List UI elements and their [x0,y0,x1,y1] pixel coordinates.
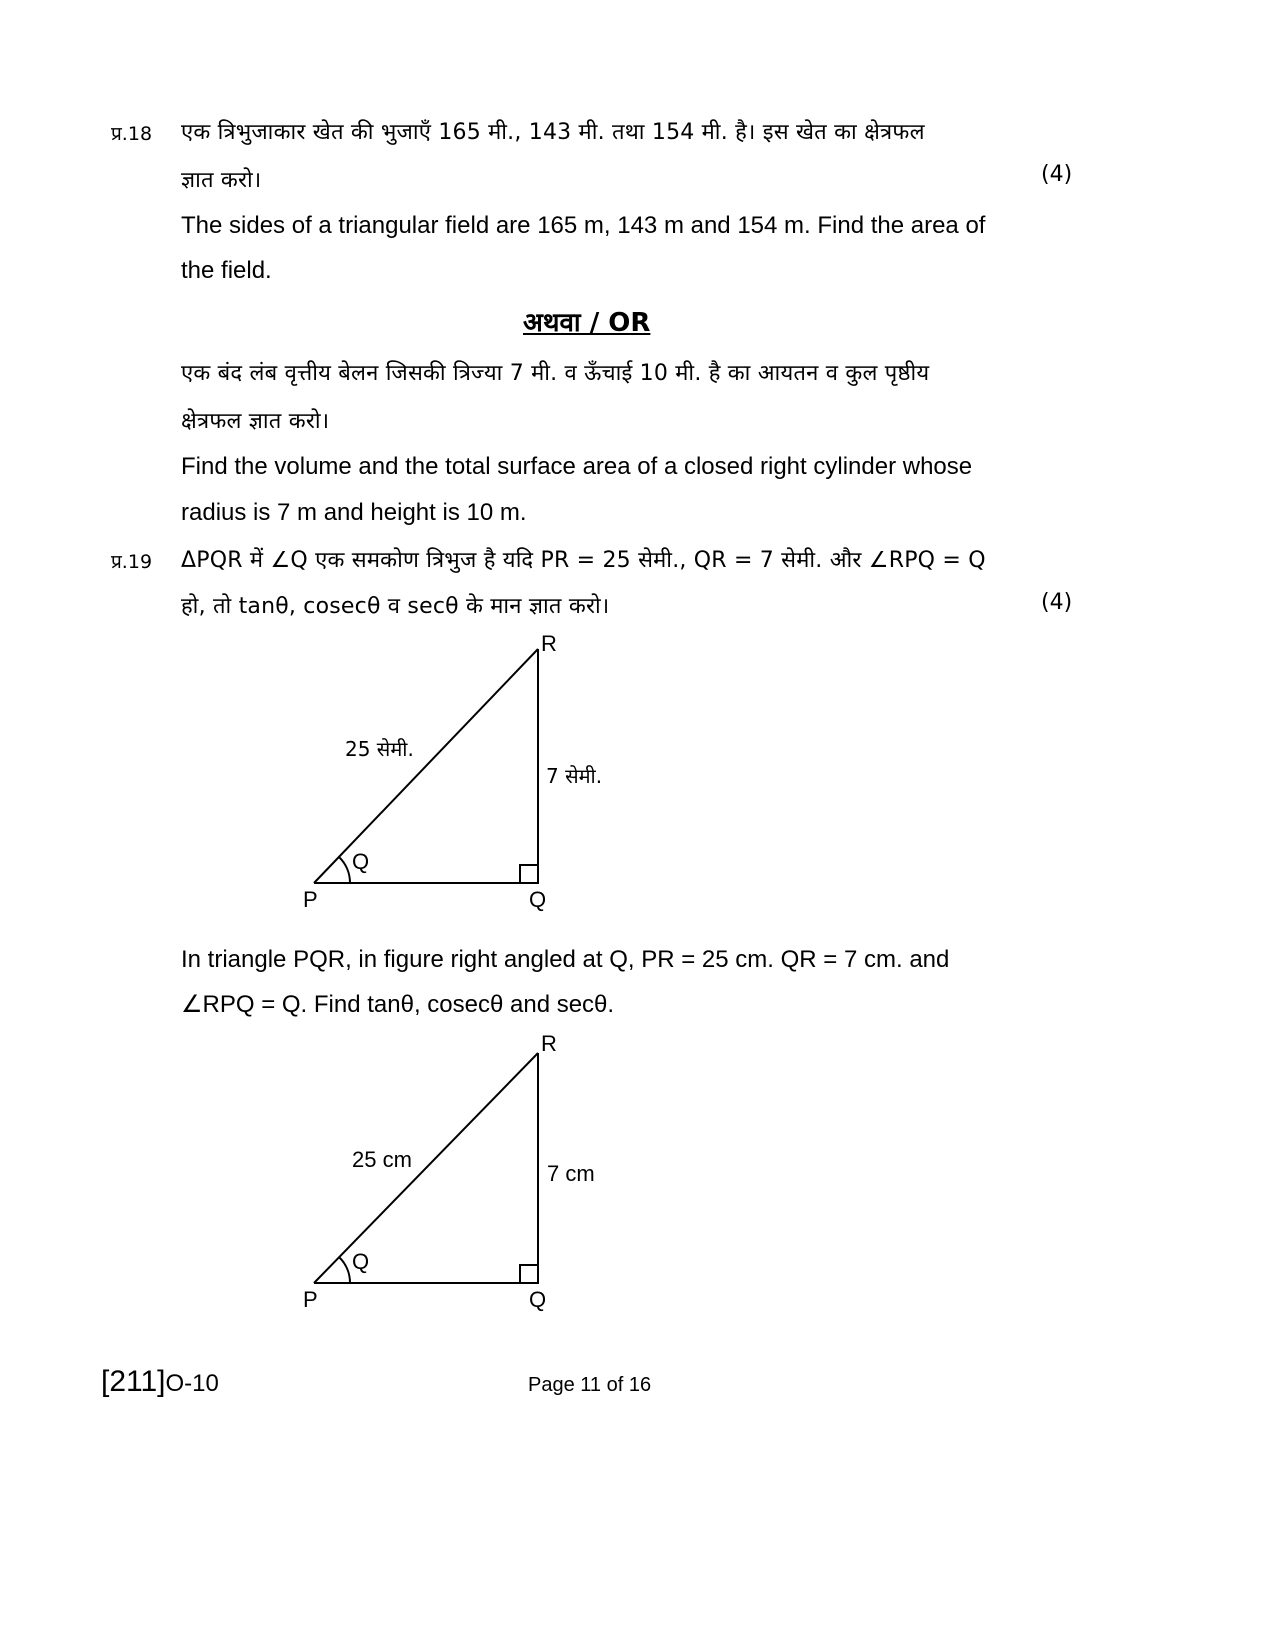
right-angle-marker [520,1265,538,1283]
angle-arc [339,1257,350,1283]
side-label: 7 सेमी. [546,764,603,788]
question-18-alt-english-line-1: Find the volume and the total surface area of a closed right cylinder whose [181,453,973,480]
vertex-r-label: R [541,1031,557,1056]
paper-code-main: [211] [101,1365,166,1398]
side-label: 7 cm [547,1161,595,1186]
question-18-hindi-line-2: ज्ञात करो। [181,168,262,193]
question-18-marks: (4) [1041,162,1073,187]
angle-arc [339,857,350,883]
question-19-hindi-line-1: ΔPQR में ∠Q एक समकोण त्रिभुज है यदि PR = 25 सेमी., QR = 7 सेमी. और ∠RPQ = Q [181,548,986,573]
hypotenuse-pr [314,649,538,883]
triangle-figure-english [290,1025,650,1325]
vertex-q-label: Q [529,1287,547,1312]
or-heading: अथवा / OR [523,308,651,338]
paper-code-sub: O-10 [165,1370,219,1397]
right-angle-marker [520,865,538,883]
vertex-q-label: Q [529,887,547,912]
question-19-english-line-1: In triangle PQR, in figure right angled at Q, PR = 25 cm. QR = 7 cm. and [181,946,950,973]
question-19-hindi-line-2: हो, तो tanθ, cosecθ व secθ के मान ज्ञात करो। [181,594,610,619]
vertex-p-label: P [303,887,318,912]
paper-code [101,1365,219,1399]
question-19-marks: (4) [1041,590,1073,615]
question-18-hindi-line-1: एक त्रिभुजाकार खेत की भुजाएँ 165 मी., 143 मी. तथा 154 मी. है। इस खेत का क्षेत्रफल [181,120,925,145]
hypotenuse-pr [314,1053,538,1283]
hypotenuse-label: 25 cm [352,1147,412,1172]
hypotenuse-label: 25 सेमी. [345,737,414,761]
triangle-figure-hindi [290,625,650,925]
question-18-alt-english-line-2: radius is 7 m and height is 10 m. [181,499,527,526]
page-number: Page 11 of 16 [528,1374,652,1396]
angle-label: Q [352,849,370,874]
question-18-alt-hindi-line-1: एक बंद लंब वृत्तीय बेलन जिसकी त्रिज्या 7 मी. व ऊँचाई 10 मी. है का आयतन व कुल पृष्ठीय [181,361,930,386]
vertex-r-label: R [541,631,557,656]
question-18-english-line-2: the field. [181,257,272,284]
question-19-number: प्र.19 [111,551,153,573]
vertex-p-label: P [303,1287,318,1312]
angle-label: Q [352,1249,370,1274]
question-19-english-line-2: ∠RPQ = Q. Find tanθ, cosecθ and secθ. [181,991,615,1018]
question-18-english-line-1: The sides of a triangular field are 165 m, 143 m and 154 m. Find the area of [181,212,986,239]
question-18-number: प्र.18 [111,123,153,145]
question-18-alt-hindi-line-2: क्षेत्रफल ज्ञात करो। [181,409,330,434]
